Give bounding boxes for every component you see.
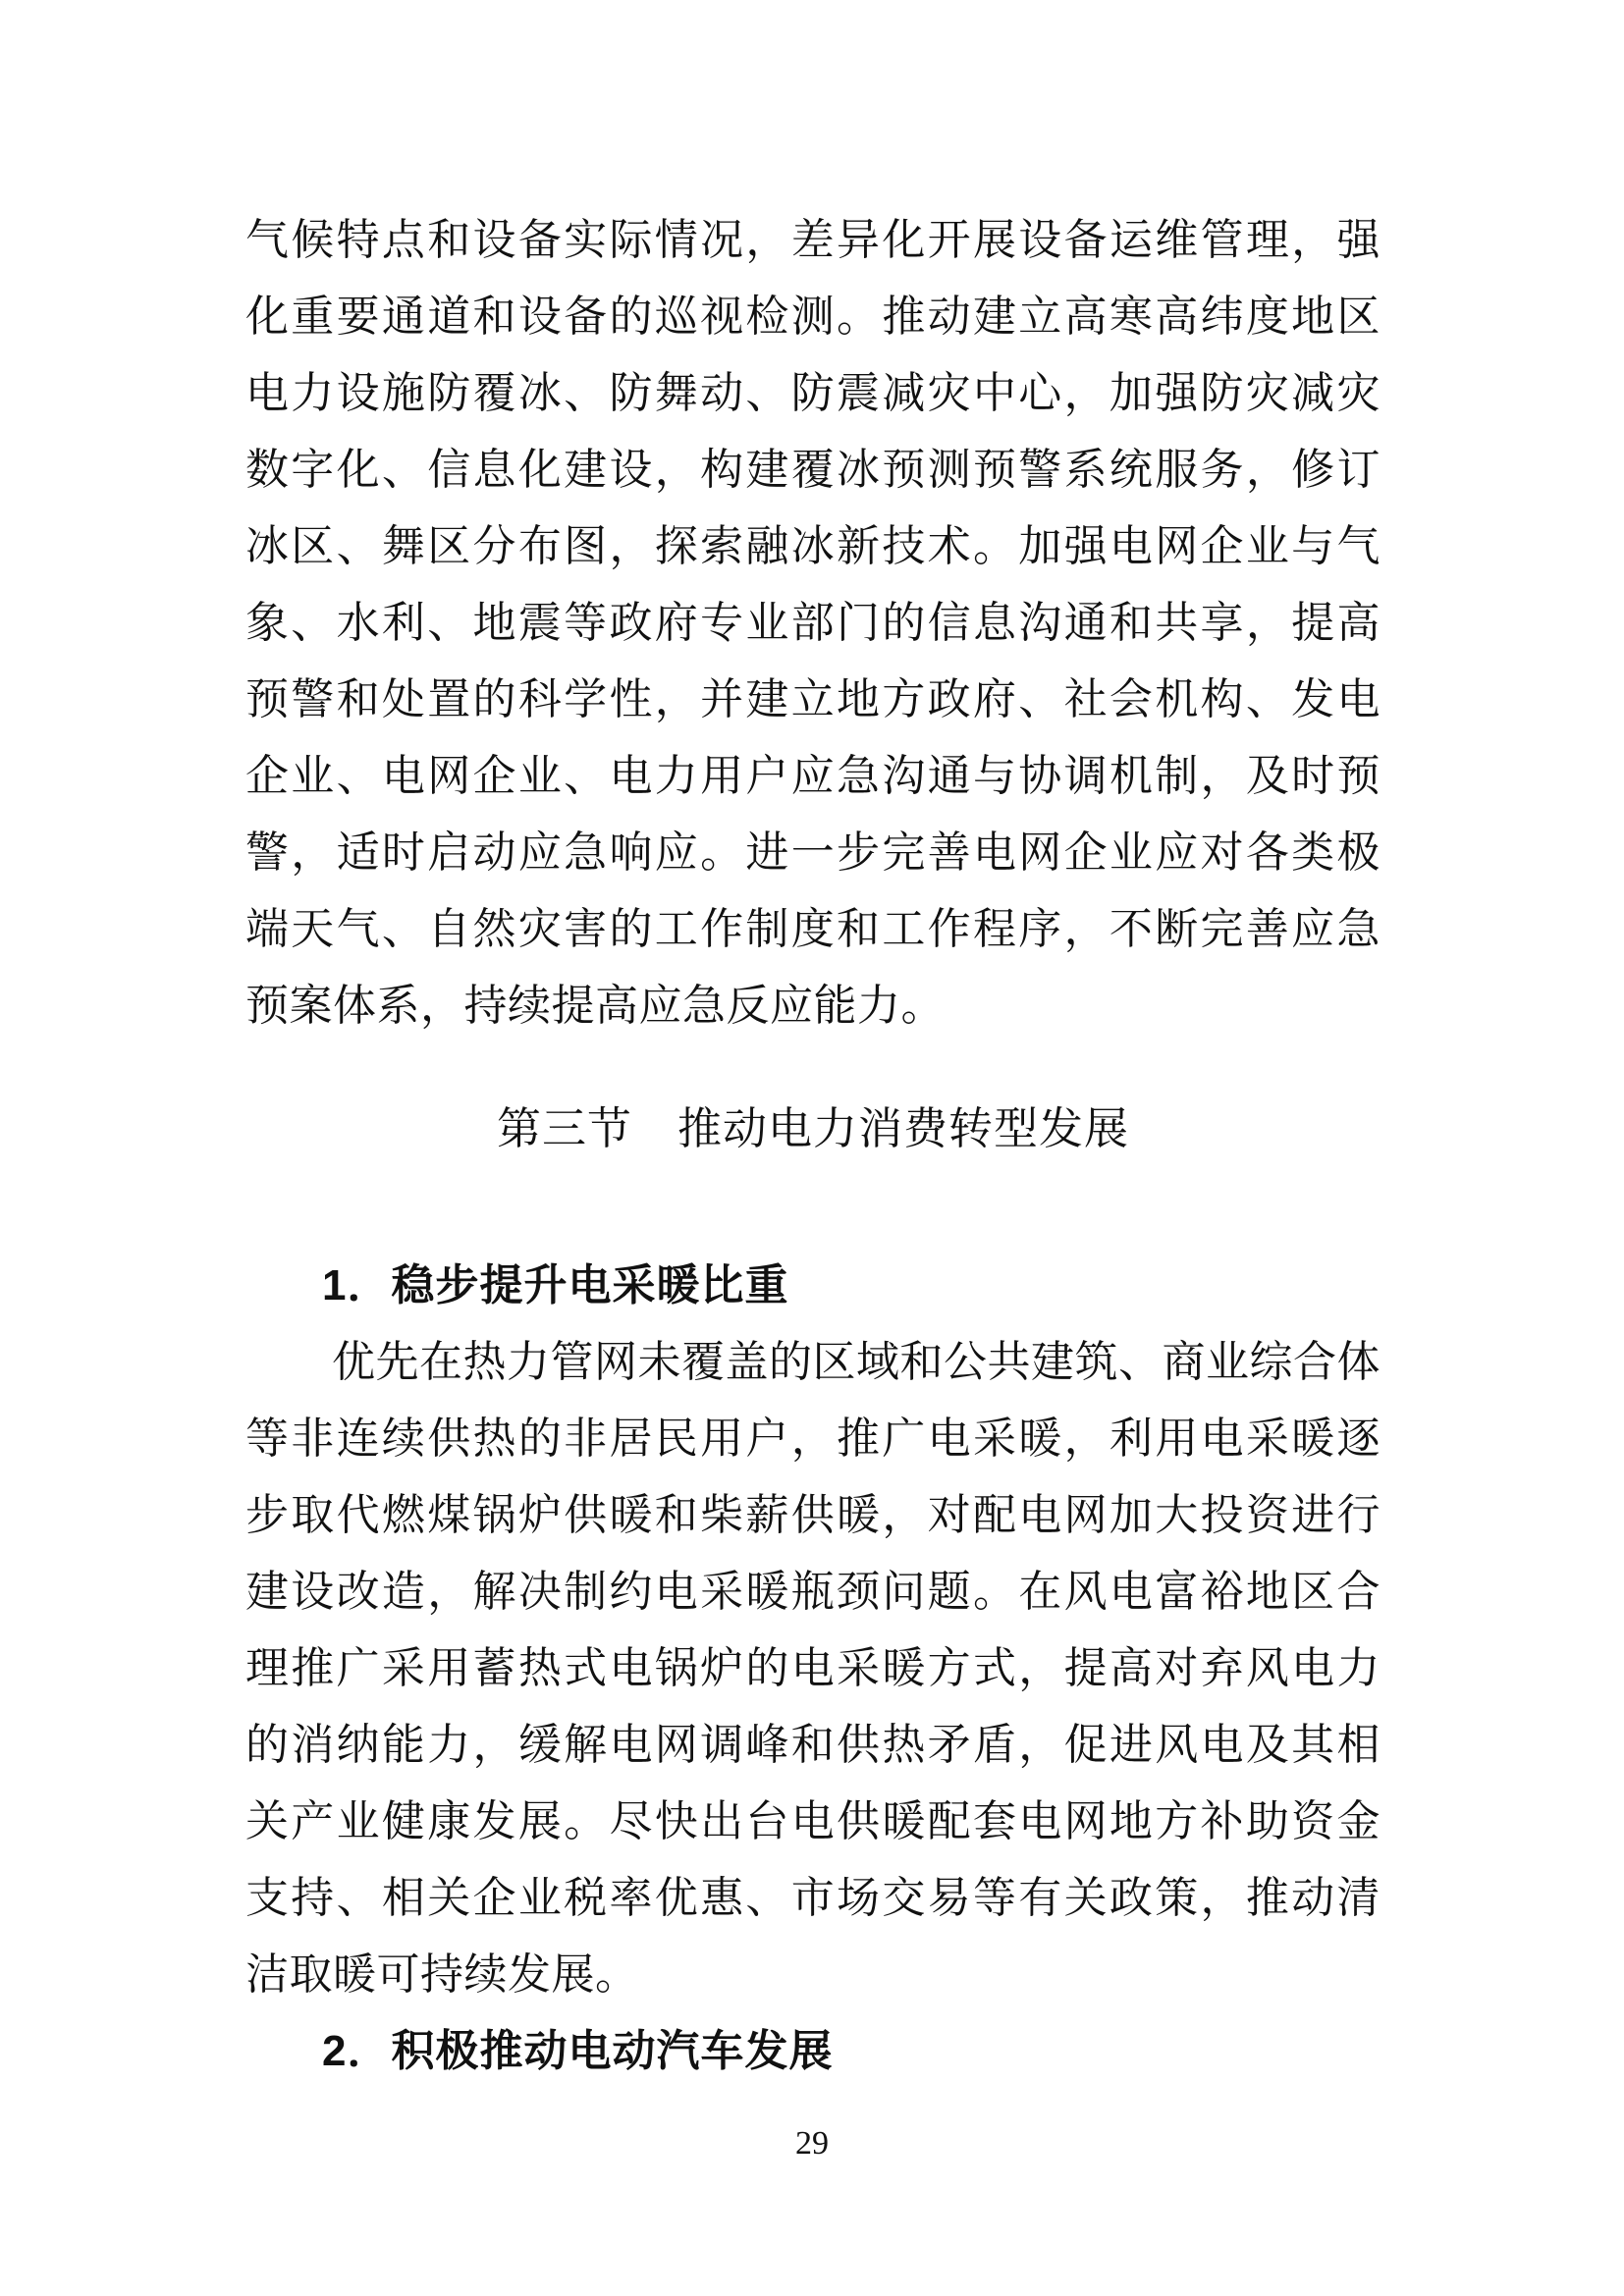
body-paragraph-1: 气候特点和设备实际情况，差异化开展设备运维管理，强化重要通道和设备的巡视检测。推动建立高寒高纬度地区电力设施防覆冰、防舞动、防震减灾中心，加强防灾减灾数字化、信息化建设，构建覆冰预测预警系统服务，修订冰区、舞区分布图，探索融冰新技术。加强电网企业与气象、水利、地震等政府专业部门的信息沟通和共享，提高预警和处置的科学性，并建立地方政府、社会机构、发电企业、电网企业、电力用户应急沟通与协调机制，及时预警，适时启动应急响应。进一步完善电网企业应对各类极端天气、自然灾害的工作制度和工作程序，不断完善应急预案体系，持续提高应急反应能力。 — [245, 216, 1380, 1030]
section-heading: 第三节 推动电力消费转型发展 — [496, 1103, 1129, 1153]
subsection-2-heading: 2．积极推动电动汽车发展 — [322, 2027, 834, 2075]
page-number: 29 — [795, 2125, 829, 2162]
subsection-1-heading: 1．稳步提升电采暖比重 — [322, 1261, 789, 1309]
body-paragraph-2: 优先在热力管网未覆盖的区域和公共建筑、商业综合体等非连续供热的非居民用户，推广电采暖，利用电采暖逐步取代燃煤锅炉供暖和柴薪供暖，对配电网加大投资进行建设改造，解决制约电采暖瓶颈问题。在风电富裕地区合理推广采用蓄热式电锅炉的电采暖方式，提高对弃风电力的消纳能力，缓解电网调峰和供热矛盾，促进风电及其相关产业健康发展。尽快出台电供暖配套电网地方补助资金支持、相关企业税率优惠、市场交易等有关政策，推动清洁取暖可持续发展。 — [245, 1338, 1380, 1999]
page-content — [245, 202, 1380, 2090]
